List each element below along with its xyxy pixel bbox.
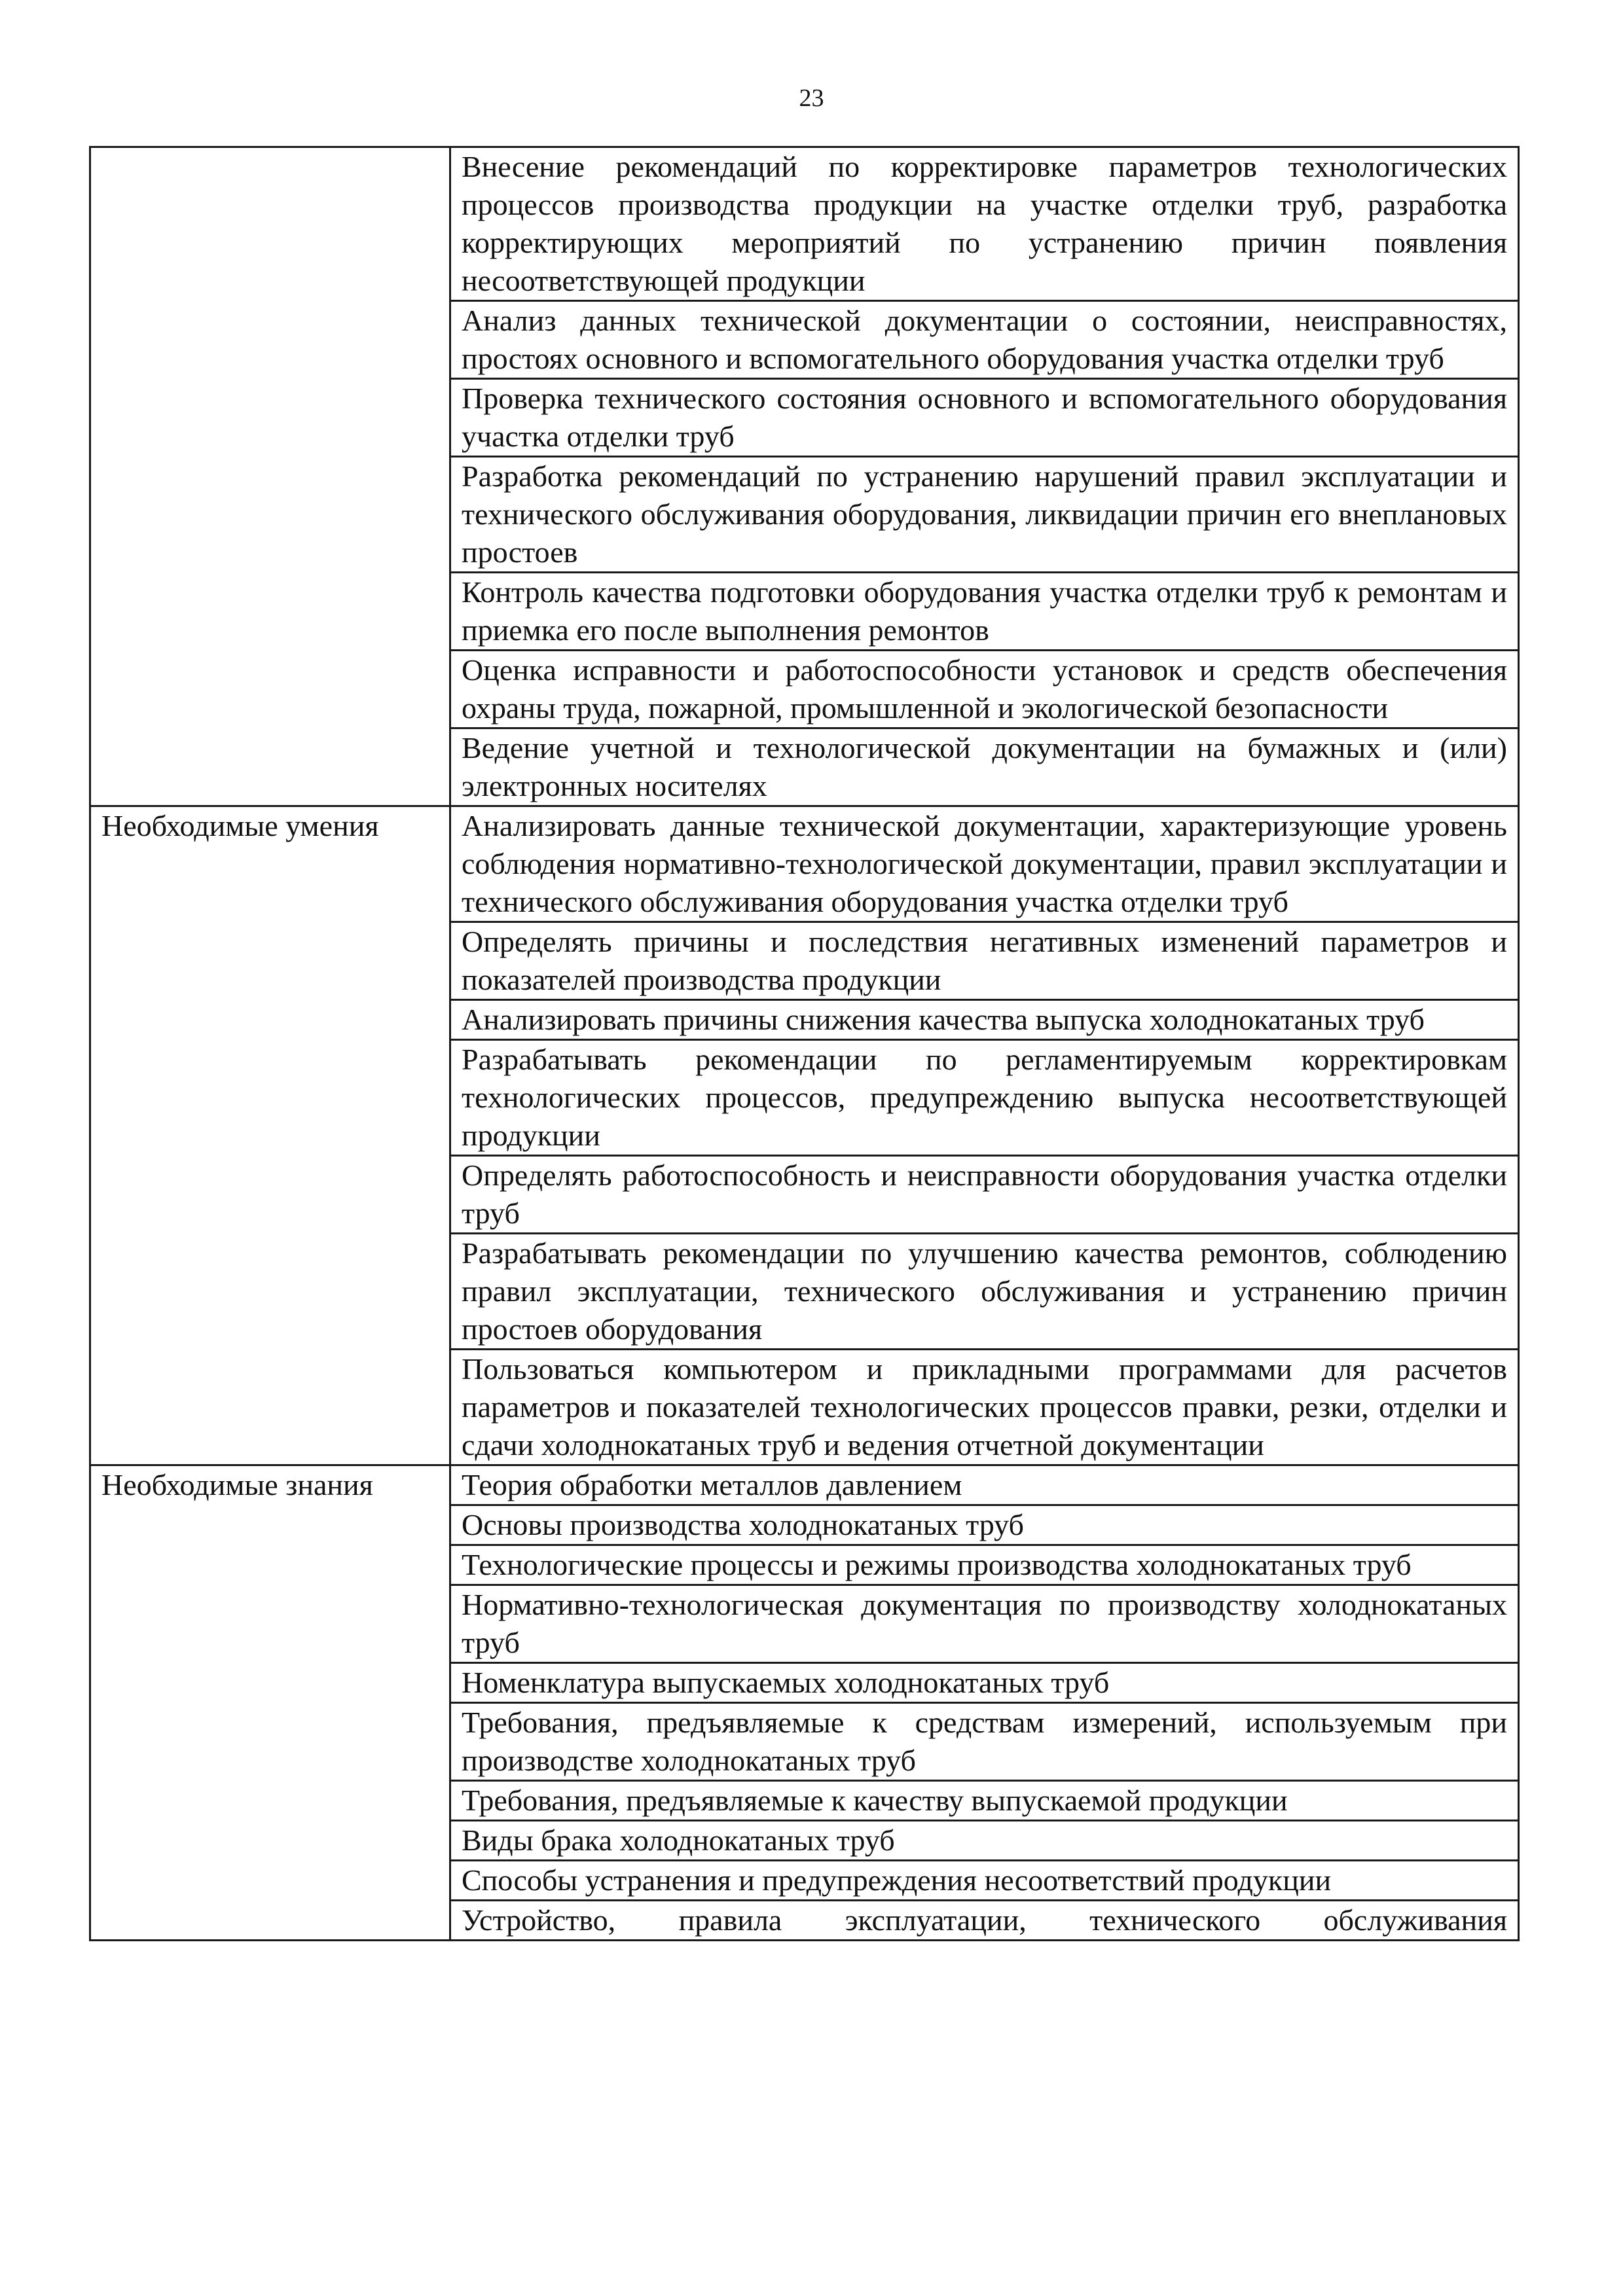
table-cell: Теория обработки металлов давлением (450, 1465, 1519, 1505)
table-cell: Анализировать данные технической документации, характеризующие уровень соблюдения нормативно-технологической документации, правил эксплуатации и технического обслуживания оборудования участка отделки труб (450, 806, 1519, 922)
table-cell: Требования, предъявляемые к средствам измерений, используемым при производстве холоднокатаных труб (450, 1703, 1519, 1781)
table-cell: Виды брака холоднокатаных труб (450, 1821, 1519, 1861)
table-cell: Определять работоспособность и неисправности оборудования участка отделки труб (450, 1156, 1519, 1234)
section-label (90, 147, 450, 806)
table-cell: Номенклатура выпускаемых холоднокатаных труб (450, 1663, 1519, 1703)
section-label-knowledge: Необходимые знания (90, 1465, 450, 1941)
table-row (90, 1465, 1519, 1505)
section-label-skills: Необходимые умения (90, 806, 450, 1465)
page-number: 23 (799, 84, 824, 112)
table-cell: Анализировать причины снижения качества выпуска холоднокатаных труб (450, 1000, 1519, 1040)
table-row (90, 147, 1519, 301)
table-row (90, 806, 1519, 922)
continued-text: Устройство, правила эксплуатации, технического обслуживания (462, 1903, 1507, 1937)
table-cell: Требования, предъявляемые к качеству выпускаемой продукции (450, 1781, 1519, 1821)
table-cell: Определять причины и последствия негативных изменений параметров и показателей производства продукции (450, 922, 1519, 1000)
table-cell: Внесение рекомендаций по корректировке параметров технологических процессов производства продукции на участке отделки труб, разработка корректирующих мероприятий по устранению причин появления несоответствующей продукции (450, 147, 1519, 301)
table-cell: Анализ данных технической документации о состоянии, неисправностях, простоях основного и вспомогательного оборудования участка отделки труб (450, 301, 1519, 379)
table-cell: Разработка рекомендаций по устранению нарушений правил эксплуатации и технического обслуживания оборудования, ликвидации причин его внеплановых простоев (450, 457, 1519, 573)
table-cell: Основы производства холоднокатаных труб (450, 1505, 1519, 1545)
table-cell: Способы устранения и предупреждения несоответствий продукции (450, 1861, 1519, 1901)
table-cell: Контроль качества подготовки оборудования участка отделки труб к ремонтам и приемка его после выполнения ремонтов (450, 573, 1519, 651)
table-cell: Проверка технического состояния основного и вспомогательного оборудования участка отделки труб (450, 379, 1519, 457)
table-cell-continued (450, 1901, 1519, 1941)
competency-table (89, 146, 1520, 1941)
table-cell: Технологические процессы и режимы производства холоднокатаных труб (450, 1545, 1519, 1585)
table-cell: Разрабатывать рекомендации по улучшению качества ремонтов, соблюдению правил эксплуатации, технического обслуживания и устранению причин простоев оборудования (450, 1234, 1519, 1350)
table-cell: Ведение учетной и технологической документации на бумажных и (или) электронных носителях (450, 728, 1519, 806)
table-cell: Нормативно-технологическая документация по производству холоднокатаных труб (450, 1585, 1519, 1663)
table-cell: Оценка исправности и работоспособности установок и средств обеспечения охраны труда, пожарной, промышленной и экологической безопасности (450, 651, 1519, 728)
table-cell: Разрабатывать рекомендации по регламентируемым корректировкам технологических процессов, предупреждению выпуска несоответствующей продукции (450, 1040, 1519, 1156)
table-cell: Пользоваться компьютером и прикладными программами для расчетов параметров и показателей технологических процессов правки, резки, отделки и сдачи холоднокатаных труб и ведения отчетной документации (450, 1350, 1519, 1465)
